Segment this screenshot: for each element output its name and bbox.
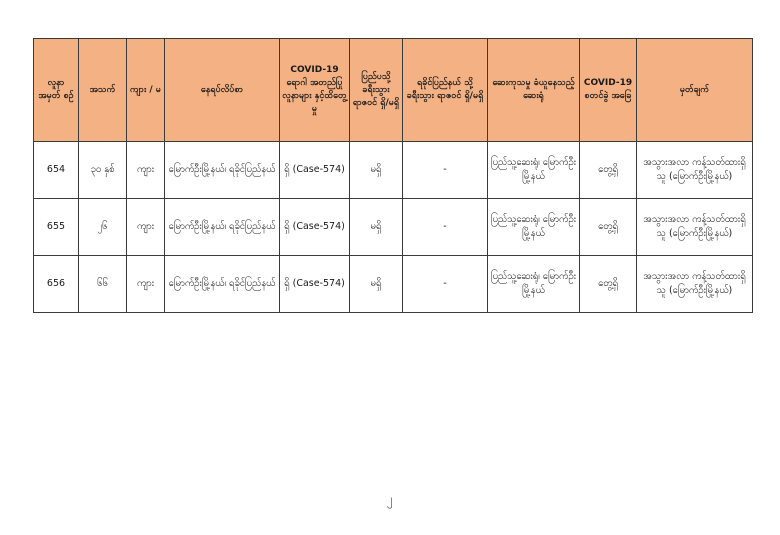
table-row: [34, 199, 753, 256]
header-rakhine-travel: ရခိုင်ပြည်နယ် သို့ ခရီးသွား ရာဇဝင် ရှိ/မရှိ: [403, 39, 488, 142]
header-hospital: ဆေးကုသမှု ခံယူနေသည့် ဆေးရုံ: [488, 39, 580, 142]
cell-contact: ရှိ (Case-574): [280, 256, 350, 313]
cell-foreign-travel: မရှိ: [350, 142, 403, 199]
cell-address: မြောက်ဦးမြို့နယ်၊ ရခိုင်ပြည်နယ်: [165, 142, 280, 199]
cell-remarks: အသွားအလာ ကန့်သတ်ထားရှိသူ (မြောက်ဦးမြို့နယ်): [637, 256, 753, 313]
cell-serial-no: 655: [34, 199, 79, 256]
cell-remarks: အသွားအလာ ကန့်သတ်ထားရှိသူ (မြောက်ဦးမြို့နယ်): [637, 142, 753, 199]
page-number: ၂: [387, 492, 393, 506]
cell-sex: ကျား: [127, 256, 165, 313]
cell-covid-status: တွေ့ရှိ: [580, 142, 637, 199]
cell-hospital: ပြည်သူ့ဆေးရုံ၊ မြောက်ဦးမြို့နယ်: [488, 199, 580, 256]
cell-covid-status: တွေ့ရှိ: [580, 256, 637, 313]
cell-serial-no: 656: [34, 256, 79, 313]
table-row: [34, 256, 753, 313]
patient-table: [33, 38, 753, 313]
cell-age: ၆၆: [79, 256, 127, 313]
cell-rakhine-travel: -: [403, 199, 488, 256]
cell-rakhine-travel: -: [403, 256, 488, 313]
cell-foreign-travel: မရှိ: [350, 199, 403, 256]
header-address: နေရပ်လိပ်စာ: [165, 39, 280, 142]
cell-serial-no: 654: [34, 142, 79, 199]
table-header-row: [34, 39, 753, 142]
header-foreign-travel: ပြည်ပသို့ ခရီးသွား ရာဇဝင် ရှိ/မရှိ: [350, 39, 403, 142]
cell-address: မြောက်ဦးမြို့နယ်၊ ရခိုင်ပြည်နယ်: [165, 199, 280, 256]
header-remarks: မှတ်ချက်: [637, 39, 753, 142]
header-contact: COVID-19 ရောဂါ အတည်ပြု လူနာများ နှင့်ထိတွေ့မှု: [280, 39, 350, 142]
cell-sex: ကျား: [127, 142, 165, 199]
header-covid-status: COVID-19 စတင်ခွဲ အခြေ: [580, 39, 637, 142]
cell-rakhine-travel: -: [403, 142, 488, 199]
cell-address: မြောက်ဦးမြို့နယ်၊ ရခိုင်ပြည်နယ်: [165, 256, 280, 313]
cell-hospital: ပြည်သူ့ဆေးရုံ၊ မြောက်ဦးမြို့နယ်: [488, 142, 580, 199]
cell-age: ၂၆: [79, 199, 127, 256]
cell-contact: ရှိ (Case-574): [280, 199, 350, 256]
header-sex: ကျား / မ: [127, 39, 165, 142]
cell-hospital: ပြည်သူ့ဆေးရုံ၊ မြောက်ဦးမြို့နယ်: [488, 256, 580, 313]
cell-remarks: အသွားအလာ ကန့်သတ်ထားရှိသူ (မြောက်ဦးမြို့နယ်): [637, 199, 753, 256]
header-age: အသက်: [79, 39, 127, 142]
cell-foreign-travel: မရှိ: [350, 256, 403, 313]
cell-age: ၃၀ နှစ်: [79, 142, 127, 199]
cell-covid-status: တွေ့ရှိ: [580, 199, 637, 256]
header-serial-no: လူနာ အမှတ် စဉ်: [34, 39, 79, 142]
cell-contact: ရှိ (Case-574): [280, 142, 350, 199]
table-row: [34, 142, 753, 199]
cell-sex: ကျား: [127, 199, 165, 256]
